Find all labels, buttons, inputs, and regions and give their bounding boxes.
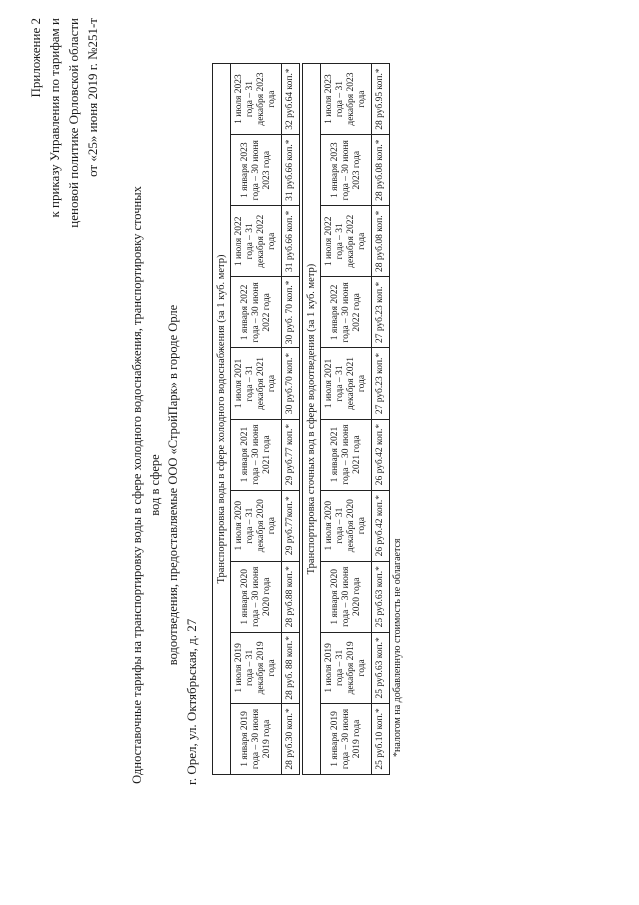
tariff-value-cell: 28 руб.88 коп.* <box>282 561 300 632</box>
period-cell: 1 июля 2020 года – 31 декабря 2020 года <box>231 490 282 561</box>
period-cell: 1 июля 2022 года – 31 декабря 2022 года <box>231 206 282 277</box>
tariff-value-cell: 28 руб. 88 коп.* <box>282 632 300 703</box>
period-cell: 1 января 2023 года – 30 июня 2023 года <box>231 135 282 206</box>
document-title-line-2: водоотведения, предоставляемые ООО «СтройПарк» в городе Орле <box>166 304 180 666</box>
period-cell: 1 января 2022 года – 30 июня 2022 года <box>231 277 282 348</box>
tariff-value-cell: 28 руб.30 коп.* <box>282 703 300 774</box>
period-cell: 1 января 2019 года – 30 июня 2019 года <box>321 703 372 774</box>
period-cell: 1 июля 2019 года – 31 декабря 2019 года <box>321 632 372 703</box>
annex-header <box>26 18 102 318</box>
annex-line-1: к приказу Управления по тарифам и <box>47 18 62 218</box>
tariff-value-cell: 29 руб.77коп.* <box>282 490 300 561</box>
annex-title: Приложение 2 <box>28 18 43 98</box>
annex-line-2: ценовой политике Орловской области <box>66 18 81 228</box>
address: г. Орел, ул. Октябрьская, д. 27 <box>184 618 199 785</box>
tariff-tables <box>212 63 403 775</box>
tariff-value-cell: 32 руб.64 коп.* <box>282 64 300 135</box>
period-cell: 1 января 2023 года – 30 июня 2023 года <box>321 135 372 206</box>
water-tariff-table <box>212 63 300 775</box>
tariff-value-cell: 29 руб.77 коп.* <box>282 419 300 490</box>
tariff-value-cell: 28 руб.08 коп.* <box>372 135 390 206</box>
document-title <box>128 185 182 785</box>
period-cell: 1 января 2021 года – 30 июня 2021 года <box>231 419 282 490</box>
tariff-value-cell: 31 руб.66 коп.* <box>282 135 300 206</box>
tariff-value-cell: 28 руб.08 коп.* <box>372 206 390 277</box>
tariff-value-cell: 30 руб. 70 коп.* <box>282 277 300 348</box>
tariff-value-cell: 31 руб.66 коп.* <box>282 206 300 277</box>
tariff-value-cell: 26 руб.42 коп.* <box>372 419 390 490</box>
period-cell: 1 января 2022 года – 30 июня 2022 года <box>321 277 372 348</box>
annex-line-3: от «25» июня 2019 г. №251-т <box>85 18 100 177</box>
tariff-value-cell: 25 руб.63 коп.* <box>372 632 390 703</box>
period-cell: 1 июля 2021 года – 31 декабря 2021 года <box>231 348 282 419</box>
period-cell: 1 июля 2023 года – 31 декабря 2023 года <box>321 64 372 135</box>
period-cell: 1 января 2021 года – 30 июня 2021 года <box>321 419 372 490</box>
period-cell: 1 июля 2022 года – 31 декабря 2022 года <box>321 206 372 277</box>
period-cell: 1 января 2019 года – 30 июня 2019 года <box>231 703 282 774</box>
period-cell: 1 января 2020 года – 30 июня 2020 года <box>231 561 282 632</box>
tariff-value-cell: 27 руб.23 коп.* <box>372 277 390 348</box>
period-cell: 1 июля 2023 года – 31 декабря 2023 года <box>231 64 282 135</box>
period-cell: 1 июля 2021 года – 31 декабря 2021 года <box>321 348 372 419</box>
tariff-value-cell: 26 руб.42 коп.* <box>372 490 390 561</box>
period-cell: 1 июля 2020 года – 31 декабря 2020 года <box>321 490 372 561</box>
tariff-value-cell: 25 руб.63 коп.* <box>372 561 390 632</box>
period-cell: 1 января 2020 года – 30 июня 2020 года <box>321 561 372 632</box>
document-title-line-1: Одноставочные тарифы на транспортировку воды в сфере холодного водоснабжения, транспортировку сточных вод в сфере <box>130 186 162 784</box>
tariff-value-cell: 30 руб.70 коп.* <box>282 348 300 419</box>
tariff-value-cell: 28 руб.95 коп.* <box>372 64 390 135</box>
period-cell: 1 июля 2019 года – 31 декабря 2019 года <box>231 632 282 703</box>
tariff-value-cell: 25 руб.10 коп.* <box>372 703 390 774</box>
water-table-caption: Транспортировка воды в сфере холодного водоснабжения (за 1 куб. метр) <box>213 64 231 775</box>
wastewater-table-caption: Транспортировка сточных вод в сфере водоотведения (за 1 куб. метр) <box>303 64 321 775</box>
wastewater-tariff-table <box>302 63 390 775</box>
footnote: *налогом на добавленную стоимость не облагается <box>392 538 403 757</box>
tariff-value-cell: 27 руб.23 коп.* <box>372 348 390 419</box>
